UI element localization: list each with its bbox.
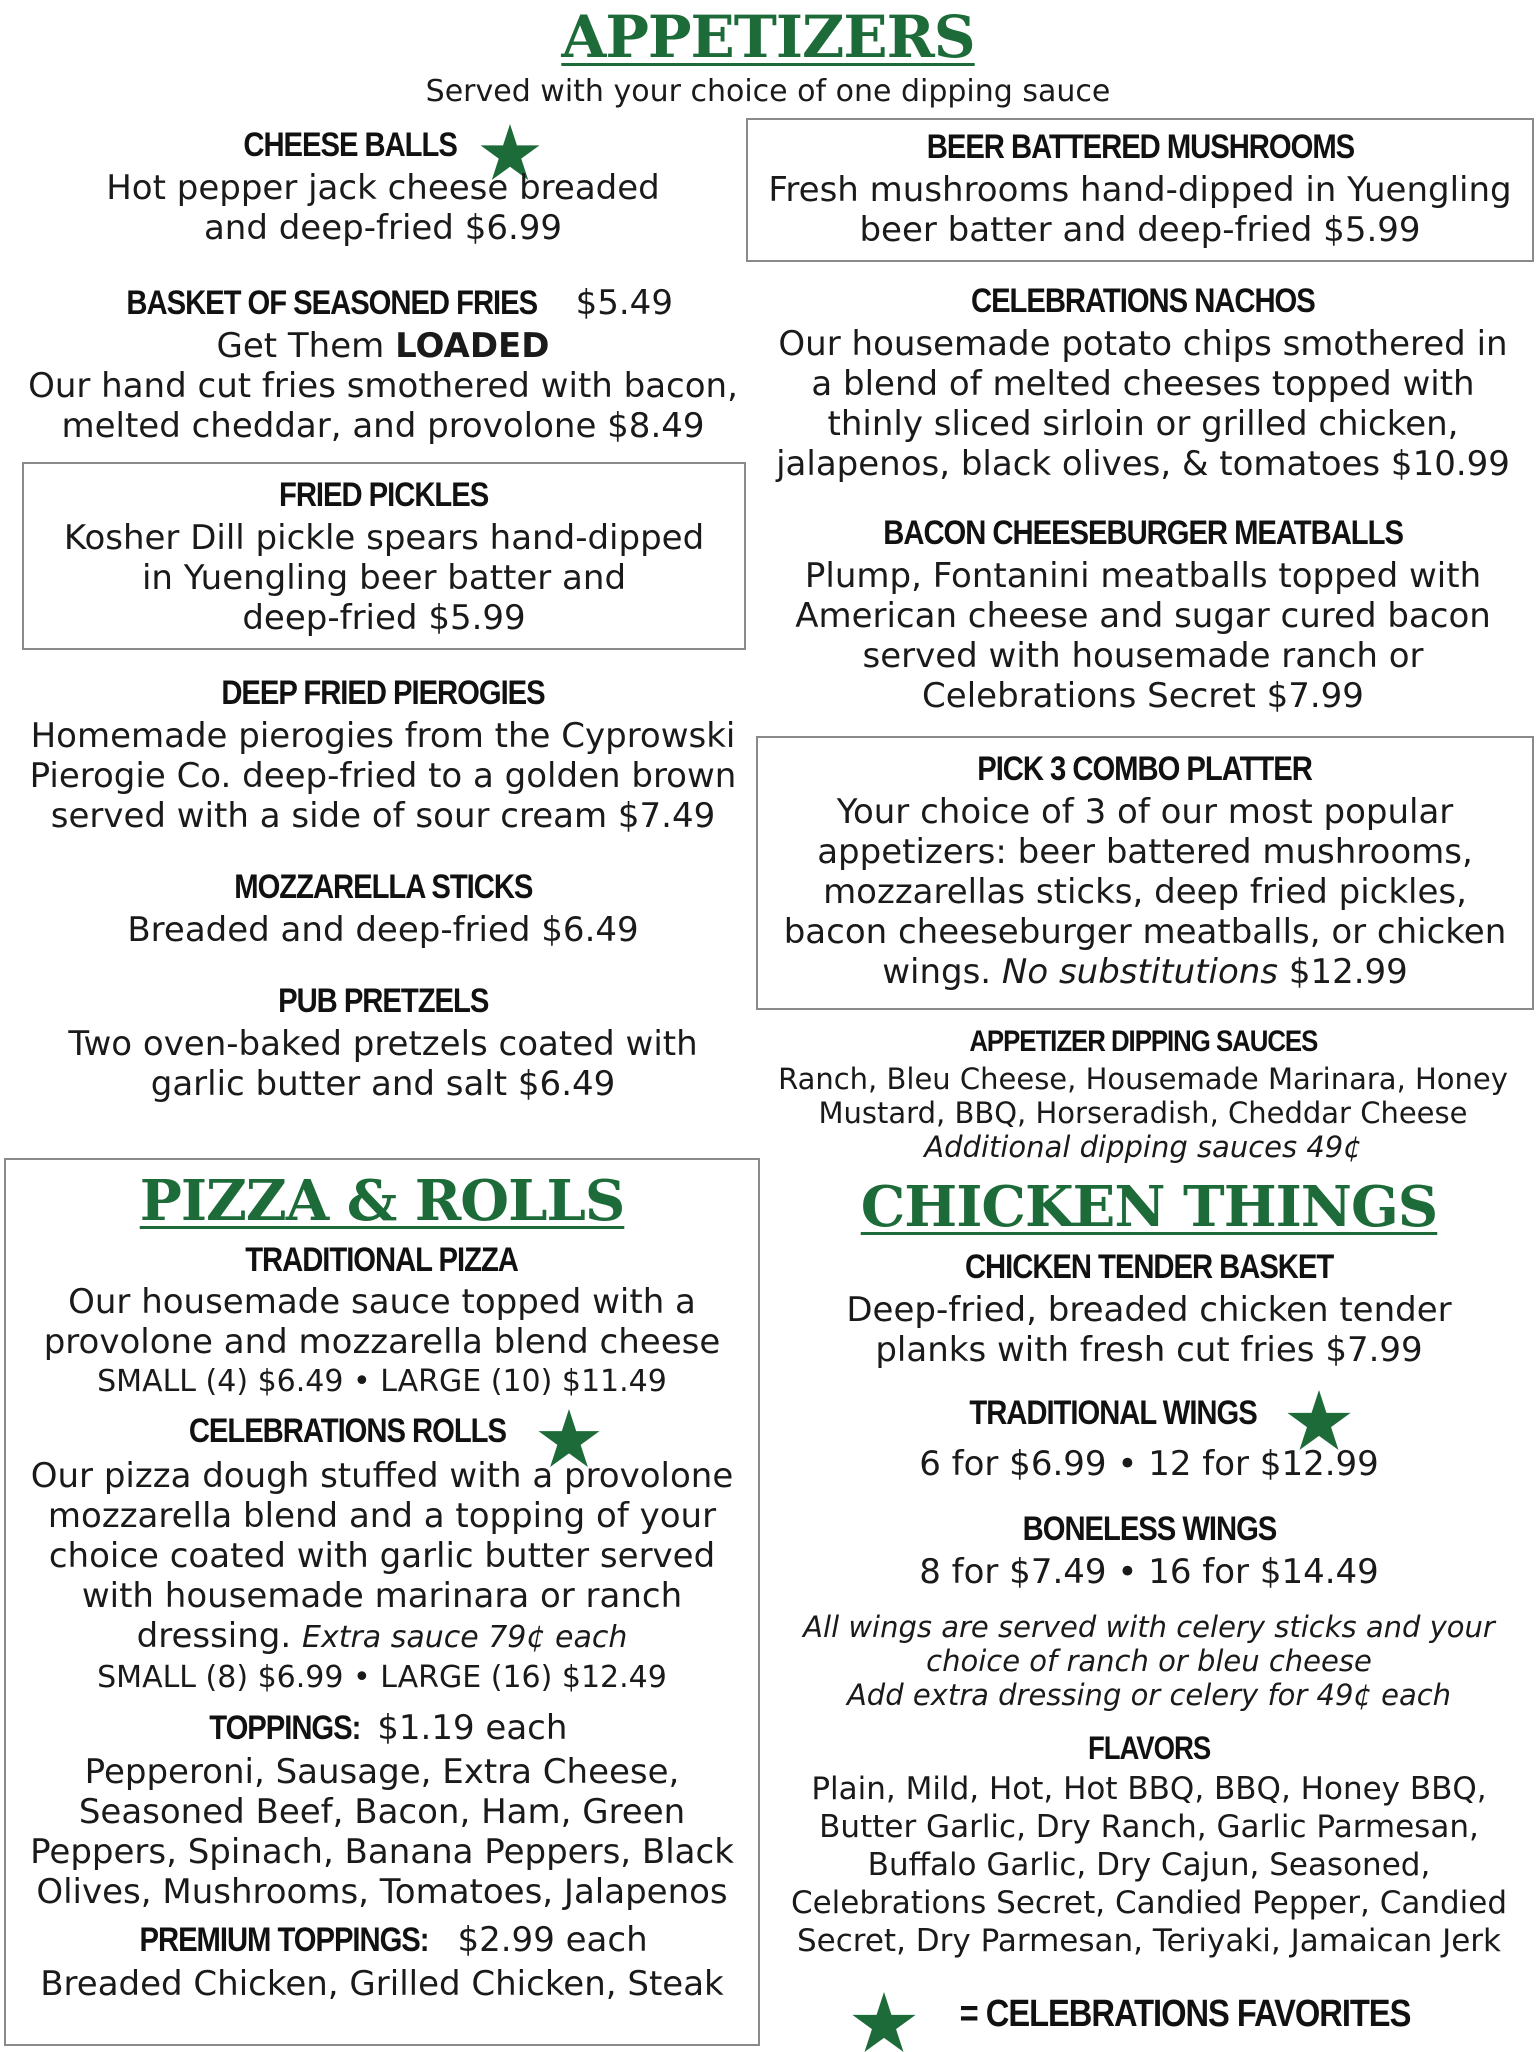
item-desc: Our pizza dough stuffed with a provolone (30, 1456, 734, 1496)
item-desc: provolone and mozzarella blend cheese (43, 1322, 721, 1362)
item-desc: Pierogie Co. deep-fried to a golden brown (29, 756, 737, 796)
item-pub-pretzels (0, 978, 766, 1104)
item-fried-pickles (22, 472, 746, 638)
note-line: All wings are served with celery sticks and your (803, 1610, 1495, 1644)
item-desc: wings. (882, 952, 992, 992)
item-pick-3-combo (756, 746, 1534, 992)
item-mozzarella-sticks (0, 864, 766, 950)
appetizers-subtitle: Served with your choice of one dipping sauce (425, 74, 1111, 109)
item-desc: Plump, Fontanini meatballs topped with (804, 556, 1482, 596)
appetizers-header (0, 2, 1536, 110)
pizza-rolls-section (4, 1166, 760, 2004)
item-desc: Secret, Dry Parmesan, Teriyaki, Jamaican Jerk (797, 1923, 1501, 1959)
item-price: $12.99 (1288, 952, 1408, 992)
item-desc: Celebrations Secret $7.99 (922, 676, 1364, 716)
item-desc: mozzarella blend and a topping of your (47, 1496, 717, 1536)
item-desc: Hot pepper jack cheese breaded (106, 168, 660, 208)
item-bacon-cheeseburger-meatballs (760, 510, 1526, 716)
item-name: CHEESE BALLS (243, 126, 458, 164)
item-desc: appetizers: beer battered mushrooms, (817, 832, 1473, 872)
item-desc: Our housemade potato chips smothered in (778, 324, 1508, 364)
item-desc: Your choice of 3 of our most popular (836, 792, 1454, 832)
item-desc: Deep-fried, breaded chicken tender (846, 1290, 1452, 1330)
item-desc: beer batter and deep-fried $5.99 (859, 210, 1421, 250)
item-desc: a blend of melted cheeses topped with (811, 364, 1475, 404)
item-name: DEEP FRIED PIEROGIES (221, 674, 545, 712)
item-price: 8 for $7.49 • 16 for $14.49 (919, 1552, 1379, 1592)
item-name: BACON CHEESEBURGER MEATBALLS (883, 514, 1403, 552)
no-substitutions-note: No substitutions (1001, 952, 1279, 992)
favorite-star-icon (1286, 1390, 1352, 1450)
item-desc: served with housemade ranch or (862, 636, 1424, 676)
chicken-things-section (766, 1172, 1532, 1960)
item-name: PUB PRETZELS (277, 982, 489, 1020)
note-line: choice of ranch or bleu cheese (926, 1644, 1372, 1678)
item-desc: Breaded Chicken, Grilled Chicken, Steak (40, 1964, 724, 2004)
item-desc: Peppers, Spinach, Banana Peppers, Black (30, 1832, 734, 1872)
appetizers-title: APPETIZERS (561, 3, 975, 71)
item-name: CHICKEN TENDER BASKET (964, 1248, 1334, 1286)
favorite-star-icon (851, 1992, 917, 2052)
item-desc: garlic butter and salt $6.49 (150, 1064, 616, 1104)
item-desc: dressing. (136, 1616, 292, 1656)
item-desc: with housemade marinara or ranch (81, 1576, 683, 1616)
item-desc: Seasoned Beef, Bacon, Ham, Green (78, 1792, 686, 1832)
item-desc: American cheese and sugar cured bacon (795, 596, 1491, 636)
favorites-legend (766, 1984, 1532, 2044)
pizza-rolls-title: PIZZA & ROLLS (139, 1168, 625, 1234)
item-name: BASKET OF SEASONED FRIES (126, 284, 538, 322)
item-desc: in Yuengling beer batter and (141, 558, 627, 598)
item-desc: choice coated with garlic butter served (48, 1536, 716, 1576)
item-price: SMALL (4) $6.49 • LARGE (10) $11.49 (97, 1364, 667, 1399)
item-desc: Mustard, BBQ, Horseradish, Cheddar Cheese (818, 1096, 1468, 1130)
item-desc: deep-fried $5.99 (242, 598, 526, 638)
wings-note (766, 1610, 1532, 1712)
item-price: SMALL (8) $6.99 • LARGE (16) $12.49 (97, 1660, 667, 1695)
item-desc: Ranch, Bleu Cheese, Housemade Marinara, Honey (778, 1062, 1508, 1096)
item-celebrations-nachos (760, 278, 1526, 484)
item-name: TRADITIONAL PIZZA (245, 1241, 519, 1279)
item-desc: Homemade pierogies from the Cyprowski (30, 716, 736, 756)
favorites-legend-label: = CELEBRATIONS FAVORITES (959, 1993, 1410, 2035)
item-name: CELEBRATIONS ROLLS (188, 1412, 507, 1450)
item-price: $5.49 (575, 283, 673, 323)
item-price: 6 for $6.99 • 12 for $12.99 (919, 1444, 1379, 1484)
extra-sauce-note: Extra sauce 79¢ each (301, 1620, 628, 1655)
item-pierogies (0, 670, 766, 836)
item-desc: Breaded and deep-fried $6.49 (127, 910, 639, 950)
item-name: MOZZARELLA STICKS (233, 868, 533, 906)
item-name: TRADITIONAL WINGS (969, 1394, 1258, 1432)
item-desc: Buffalo Garlic, Dry Cajun, Seasoned, (867, 1847, 1431, 1883)
item-desc: Our hand cut fries smothered with bacon, (28, 366, 738, 406)
item-desc: melted cheddar, and provolone $8.49 (61, 406, 705, 446)
item-desc: Our housemade sauce topped with a (68, 1282, 696, 1322)
item-seasoned-fries (0, 280, 766, 446)
item-desc: bacon cheeseburger meatballs, or chicken (783, 912, 1507, 952)
loaded-label: LOADED (395, 326, 550, 366)
item-name: APPETIZER DIPPING SAUCES (969, 1025, 1317, 1058)
note-line: Add extra dressing or celery for 49¢ each (846, 1678, 1452, 1712)
additional-sauces-note: Additional dipping sauces 49¢ (924, 1130, 1362, 1164)
item-cheese-balls (0, 122, 766, 248)
item-desc: Olives, Mushrooms, Tomatoes, Jalapenos (36, 1872, 728, 1912)
item-desc: planks with fresh cut fries $7.99 (875, 1330, 1423, 1370)
item-desc: and deep-fried $6.99 (203, 208, 563, 248)
item-name: FLAVORS (1087, 1730, 1211, 1766)
item-price: $1.19 each (377, 1708, 568, 1748)
item-desc: Two oven-baked pretzels coated with (68, 1024, 698, 1064)
item-desc: Celebrations Secret, Candied Pepper, Candied (790, 1885, 1508, 1921)
item-name: CELEBRATIONS NACHOS (971, 282, 1315, 320)
item-desc: Fresh mushrooms hand-dipped in Yuengling (768, 170, 1512, 210)
chicken-things-title: CHICKEN THINGS (860, 1174, 1438, 1240)
item-desc: mozzarellas sticks, deep fried pickles, (823, 872, 1467, 912)
item-desc: Get Them (216, 326, 385, 366)
item-name: PICK 3 COMBO PLATTER (977, 750, 1313, 788)
item-name: TOPPINGS: (208, 1709, 360, 1747)
item-desc: Kosher Dill pickle spears hand-dipped (63, 518, 705, 558)
item-name: BONELESS WINGS (1022, 1510, 1276, 1548)
item-name: PREMIUM TOPPINGS: (139, 1921, 429, 1959)
item-dipping-sauces (760, 1022, 1526, 1164)
item-desc: Butter Garlic, Dry Ranch, Garlic Parmesan, (819, 1809, 1479, 1845)
item-desc: served with a side of sour cream $7.49 (50, 796, 716, 836)
item-name: BEER BATTERED MUSHROOMS (926, 128, 1354, 166)
item-name: FRIED PICKLES (279, 476, 489, 514)
item-desc: jalapenos, black olives, & tomatoes $10.99 (776, 444, 1510, 484)
item-price: $2.99 each (457, 1920, 648, 1960)
item-desc: Pepperoni, Sausage, Extra Cheese, (84, 1752, 680, 1792)
item-beer-battered-mushrooms (746, 124, 1534, 250)
item-desc: thinly sliced sirloin or grilled chicken, (827, 404, 1459, 444)
item-desc: Plain, Mild, Hot, Hot BBQ, BBQ, Honey BBQ, (811, 1771, 1487, 1807)
